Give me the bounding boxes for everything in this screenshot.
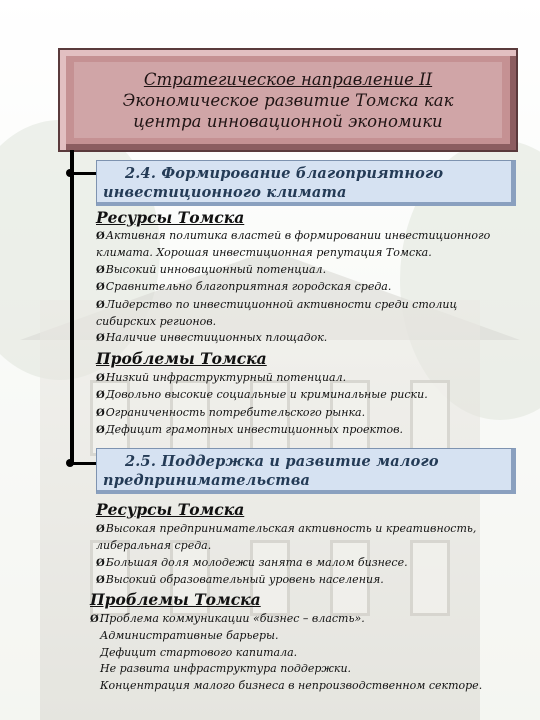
list-item: ØАктивная политика властей в формировании инвестиционного xyxy=(96,229,491,242)
section-2-4-problems-heading: Проблемы Томска xyxy=(96,349,267,368)
connector-vertical-line xyxy=(70,150,74,464)
list-item: климата. Хорошая инвестиционная репутация Томска. xyxy=(96,246,432,260)
list-item: ØСравнительно благоприятная городская среда. xyxy=(96,280,392,294)
connector-dot-2 xyxy=(66,459,74,467)
list-item: ØНаличие инвестиционных площадок. xyxy=(96,331,328,345)
list-item: ØВысокий инновационный потенциал. xyxy=(96,262,327,276)
title-line-2: Экономическое развитие Томска как xyxy=(122,90,454,110)
list-item: ØОграниченность потребительского рынка. xyxy=(96,405,366,419)
list-item: ØДовольно высокие социальные и криминальные риски. xyxy=(96,388,428,402)
title-line-1: Стратегическое направление II xyxy=(143,69,433,89)
list-item: ØВысокий образовательный уровень населения. xyxy=(96,573,384,587)
list-item: ØДефицит грамотных инвестиционных проектов. xyxy=(96,423,404,437)
list-item: Концентрация малого бизнеса в непроизводственном секторе. xyxy=(100,678,483,692)
list-item: ØЛидерство по инвестиционной активности среди столиц xyxy=(96,297,458,311)
list-item: Дефицит стартового капитала. xyxy=(100,645,298,659)
section-2-4-title-line-2: инвестиционного климата xyxy=(103,184,347,201)
list-item: Не развита инфраструктура поддержки. xyxy=(100,662,352,676)
list-item: ØВысокая предпринимательская активность и креативность, xyxy=(96,522,477,535)
section-2-4-resources-heading: Ресурсы Томска xyxy=(96,208,245,227)
section-2-5-problems-heading: Проблемы Томска xyxy=(90,590,261,609)
section-2-5-resources-list xyxy=(96,521,526,590)
section-2-5-box xyxy=(96,448,516,494)
section-2-4-title-line-1: 2.4. Формирование благоприятного xyxy=(125,165,444,182)
section-2-5-title-line-1: 2.5. Поддержка и развитие малого xyxy=(125,453,439,470)
title-box xyxy=(58,48,518,152)
list-item: ØПроблема коммуникации «бизнес – власть». xyxy=(90,612,365,625)
title-line-3: центра инновационной экономики xyxy=(133,111,443,131)
list-item: сибирских регионов. xyxy=(96,315,217,329)
list-item: либеральная среда. xyxy=(96,539,212,553)
section-2-5-problems-list xyxy=(90,611,520,694)
list-item: Административные барьеры. xyxy=(100,629,279,643)
section-2-4-box xyxy=(96,160,516,206)
section-2-4-resources-list xyxy=(96,228,526,348)
section-2-5-title-line-2: предпринимательства xyxy=(103,472,311,489)
section-2-4-problems-list xyxy=(96,370,526,440)
list-item: ØБольшая доля молодежи занята в малом бизнесе. xyxy=(96,555,408,569)
section-2-5-resources-heading: Ресурсы Томска xyxy=(96,500,245,519)
list-item: ØНизкий инфраструктурный потенциал. xyxy=(96,371,347,384)
connector-dot-1 xyxy=(66,169,74,177)
